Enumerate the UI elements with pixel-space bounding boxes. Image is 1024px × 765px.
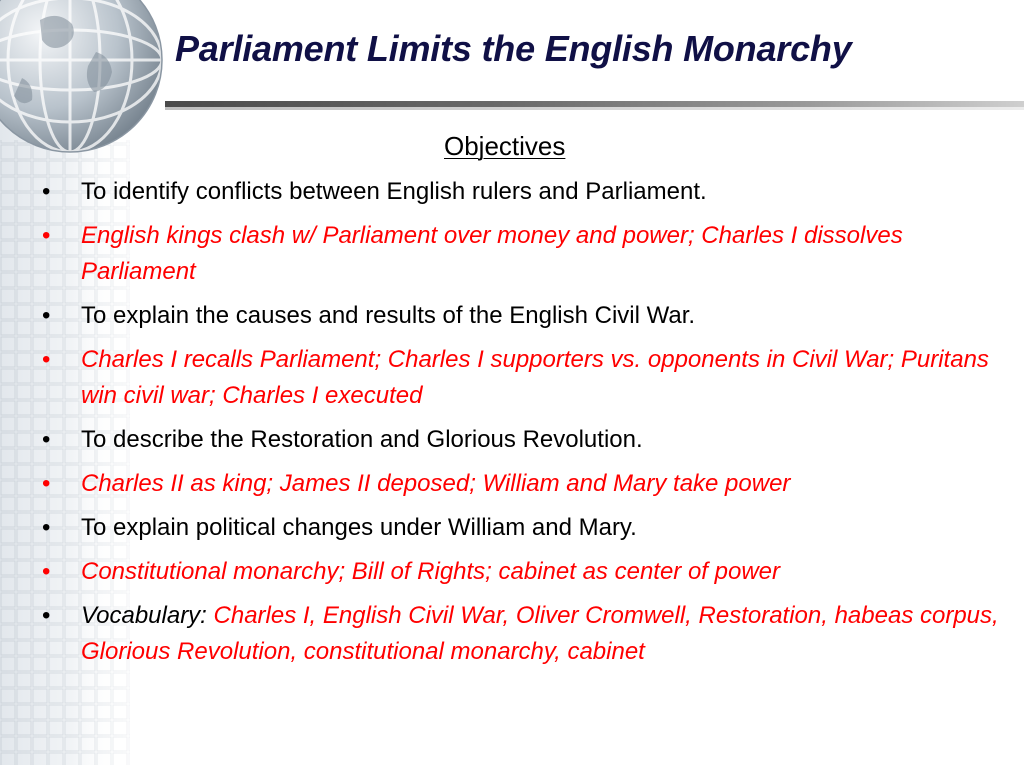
slide-title: Parliament Limits the English Monarchy (175, 28, 852, 69)
list-item-objective-1 (40, 174, 1000, 210)
title-divider-shadow (165, 107, 1024, 110)
bullet-icon: • (42, 426, 51, 453)
list-item-answer-1 (40, 218, 1000, 290)
list-item-objective-4 (40, 510, 1000, 546)
vocabulary-terms: Charles I, English Civil War, Oliver Cromwell, Restoration, habeas corpus, Glorious Revolution, constitutional monarchy, cabinet (81, 602, 999, 665)
bullet-icon: • (42, 346, 51, 373)
bullet-icon: • (42, 558, 51, 585)
list-item-answer-2 (40, 342, 1000, 414)
bullet-icon: • (42, 222, 51, 249)
answer-text: Charles II as king; James II deposed; William and Mary take power (81, 470, 791, 497)
list-item-answer-3 (40, 466, 1000, 502)
objective-text: To explain political changes under William and Mary. (81, 514, 637, 541)
objective-text: To explain the causes and results of the English Civil War. (81, 302, 696, 329)
list-item-objective-3 (40, 422, 1000, 458)
list-item-objective-2 (40, 298, 1000, 334)
vocabulary-label: Vocabulary: (81, 602, 214, 629)
bullet-icon: • (42, 178, 51, 205)
answer-text: Constitutional monarchy; Bill of Rights; cabinet as center of power (81, 558, 781, 585)
bullet-icon: • (42, 302, 51, 329)
bullet-icon: • (42, 602, 51, 629)
answer-text: English kings clash w/ Parliament over money and power; Charles I dissolves Parliament (81, 222, 903, 285)
list-item-vocabulary (40, 598, 1000, 670)
bullet-icon: • (42, 514, 51, 541)
objectives-list (40, 174, 1000, 678)
objectives-heading: Objectives (444, 131, 566, 161)
objective-text: To identify conflicts between English rulers and Parliament. (81, 178, 707, 205)
list-item-answer-4 (40, 554, 1000, 590)
bullet-icon: • (42, 470, 51, 497)
objective-text: To describe the Restoration and Glorious Revolution. (81, 426, 643, 453)
answer-text: Charles I recalls Parliament; Charles I supporters vs. opponents in Civil War; Puritans win civil war; Charles I executed (81, 346, 989, 409)
